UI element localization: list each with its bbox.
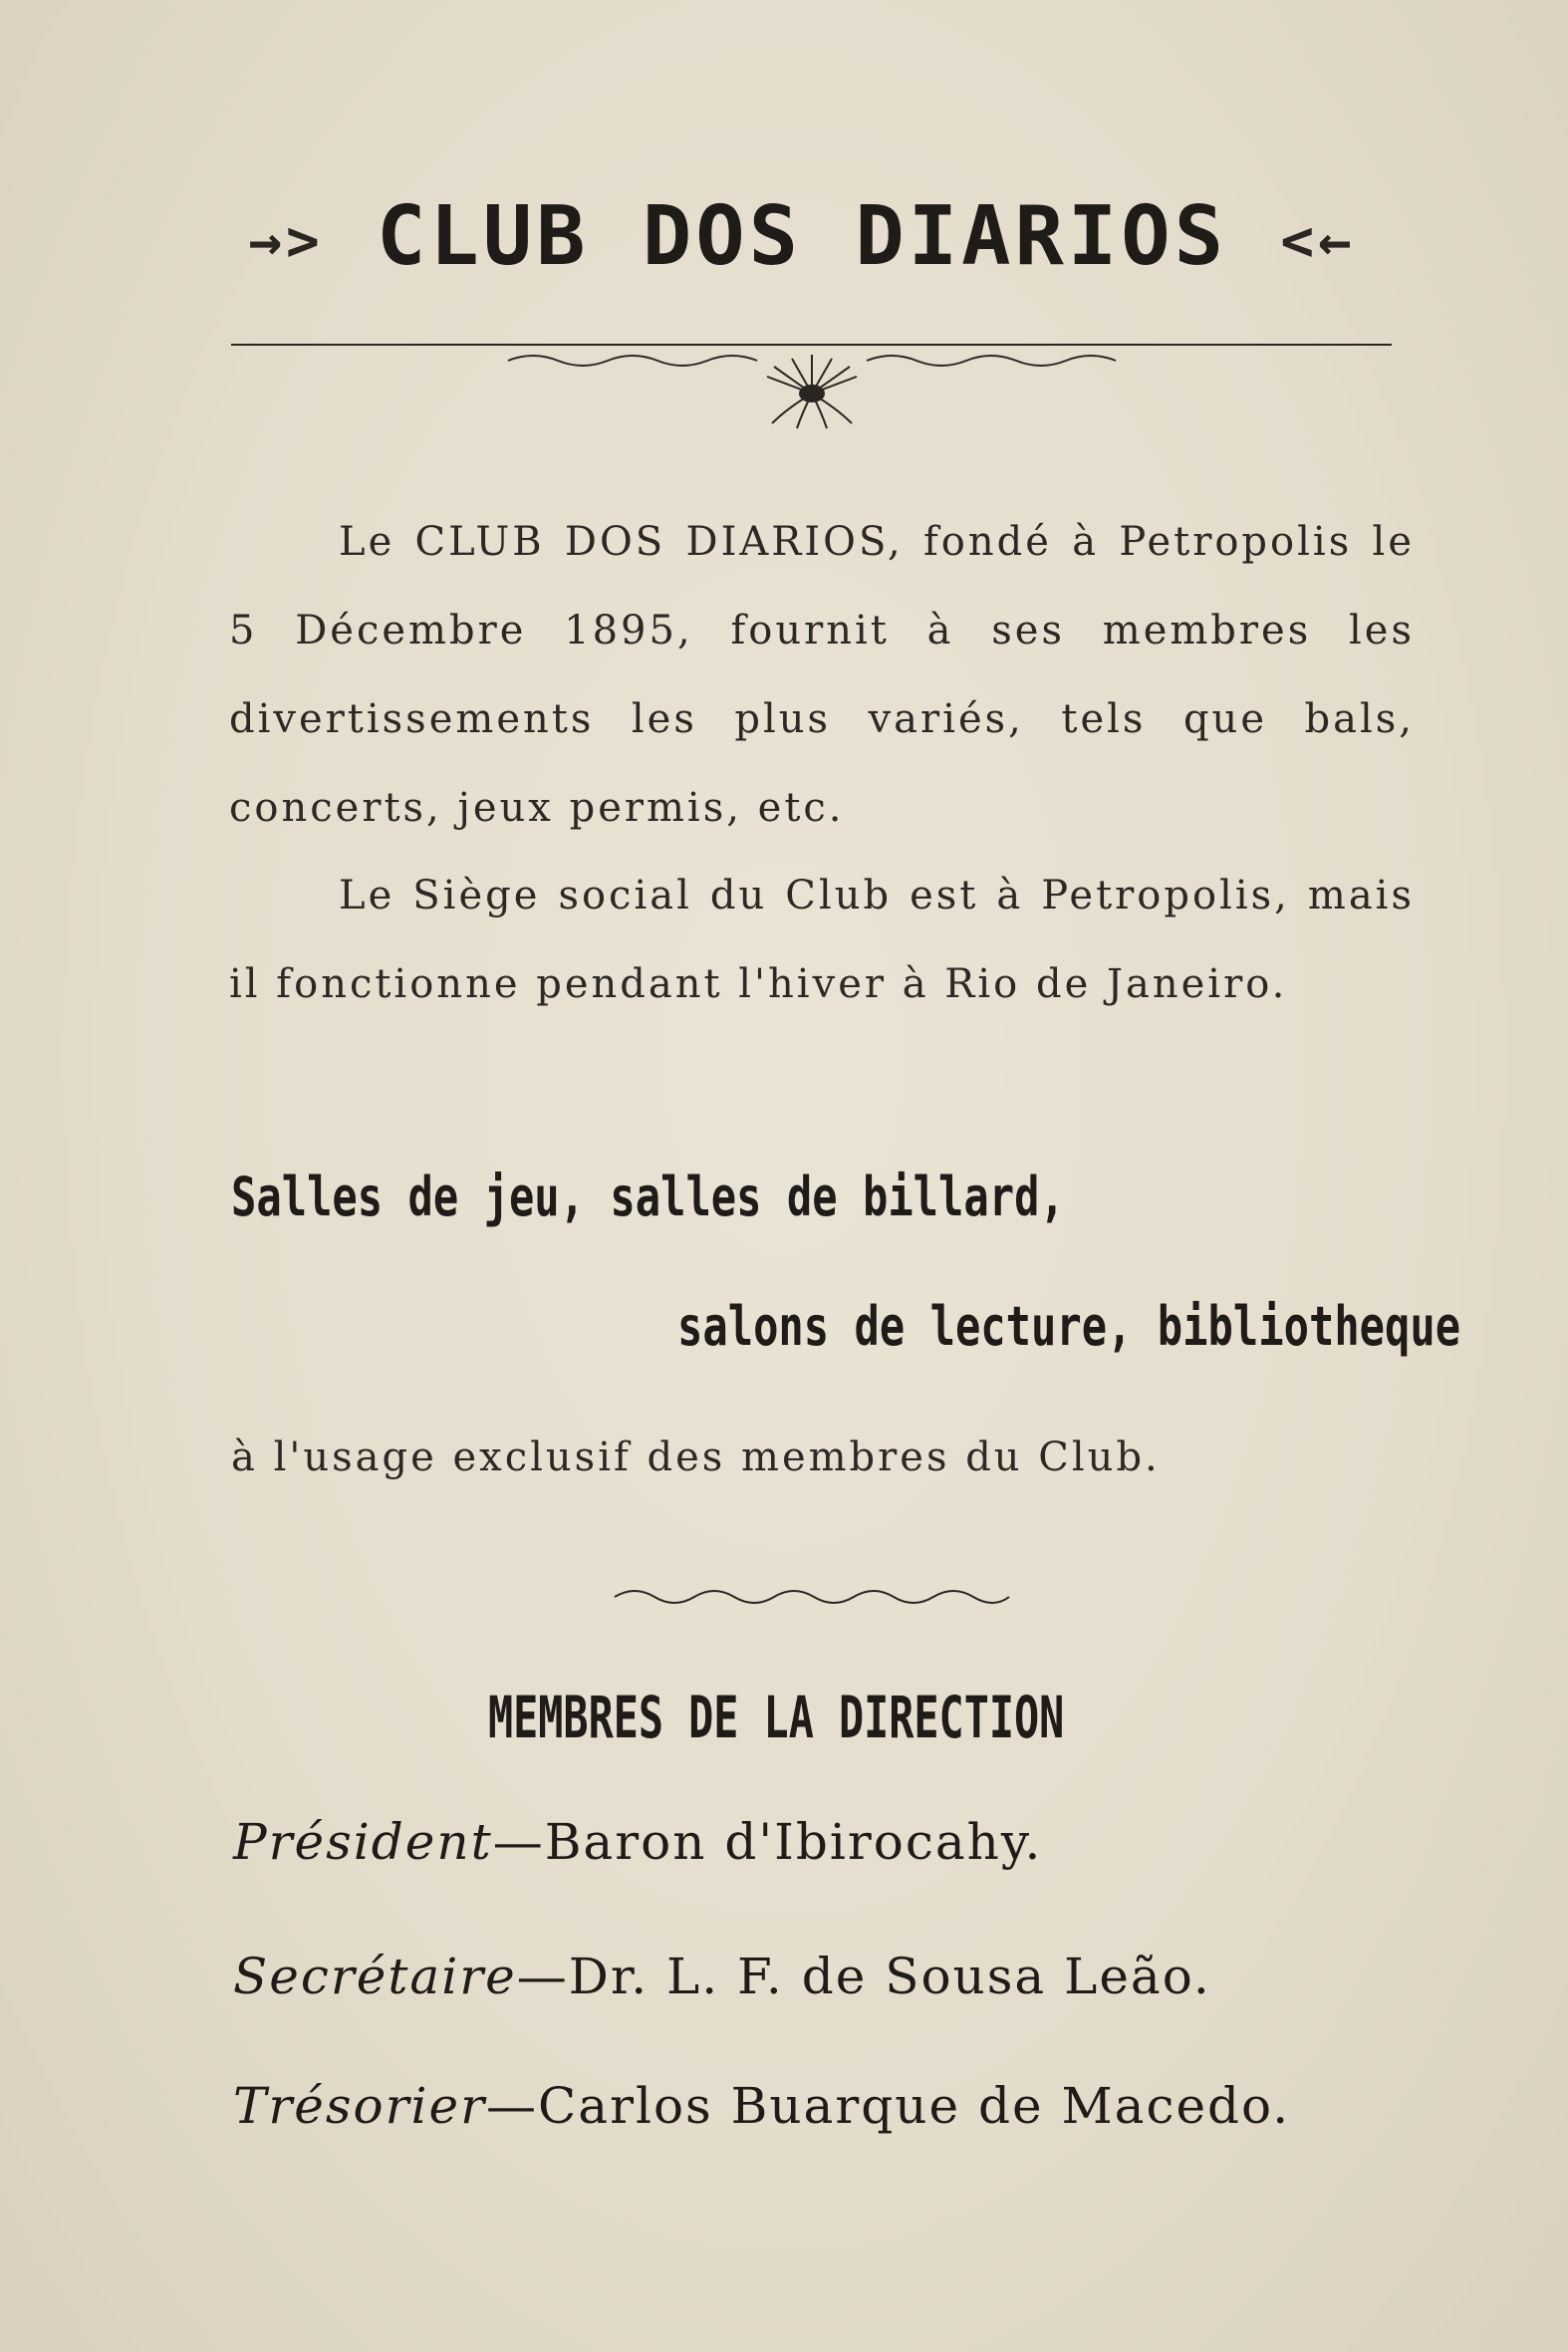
- intro-paragraph: Le CLUB DOS DIARIOS, fondé à Petropolis le 5 Décembre 1895, fournit à ses membres les divertissements les plus variés, tels que bals, concerts, jeux permis, etc.: [229, 519, 1415, 831]
- title-rule: [231, 344, 1392, 346]
- arrow-ornament-right-icon: <←: [1280, 209, 1356, 275]
- feature-line-reading: salons de lecture, bibliotheque: [677, 1295, 1461, 1358]
- page-title: [229, 189, 1375, 284]
- officer-role: Président: [233, 1813, 493, 1871]
- officer-treasurer: Trésorier—Carlos Buarque de Macedo.: [233, 2077, 1291, 2135]
- officer-secretary: Secrétaire—Dr. L. F. de Sousa Leão.: [233, 1948, 1211, 2005]
- seat-paragraph: Le Siège social du Club est à Petropolis, mais il fonctionne pendant l'hiver à Rio de Janeiro.: [229, 873, 1415, 1007]
- fan-ornament-icon: [503, 349, 1121, 433]
- officer-name: Dr. L. F. de Sousa Leão.: [568, 1948, 1211, 2005]
- officer-name: Carlos Buarque de Macedo.: [538, 2077, 1291, 2135]
- officer-role: Secrétaire: [233, 1948, 517, 2005]
- officer-name: Baron d'Ibirocahy.: [544, 1813, 1043, 1871]
- title-text: CLUB DOS DIARIOS: [377, 189, 1227, 284]
- squiggle-divider-icon: [613, 1579, 1011, 1609]
- officer-president: Président—Baron d'Ibirocahy.: [233, 1813, 1043, 1871]
- direction-heading: MEMBRES DE LA DIRECTION: [488, 1684, 1065, 1751]
- arrow-ornament-left-icon: →>: [248, 209, 324, 275]
- officer-role: Trésorier: [233, 2077, 486, 2135]
- feature-line-games: Salles de jeu, salles de billard,: [231, 1166, 1065, 1228]
- usage-line: à l'usage exclusif des membres du Club.: [231, 1435, 1161, 1480]
